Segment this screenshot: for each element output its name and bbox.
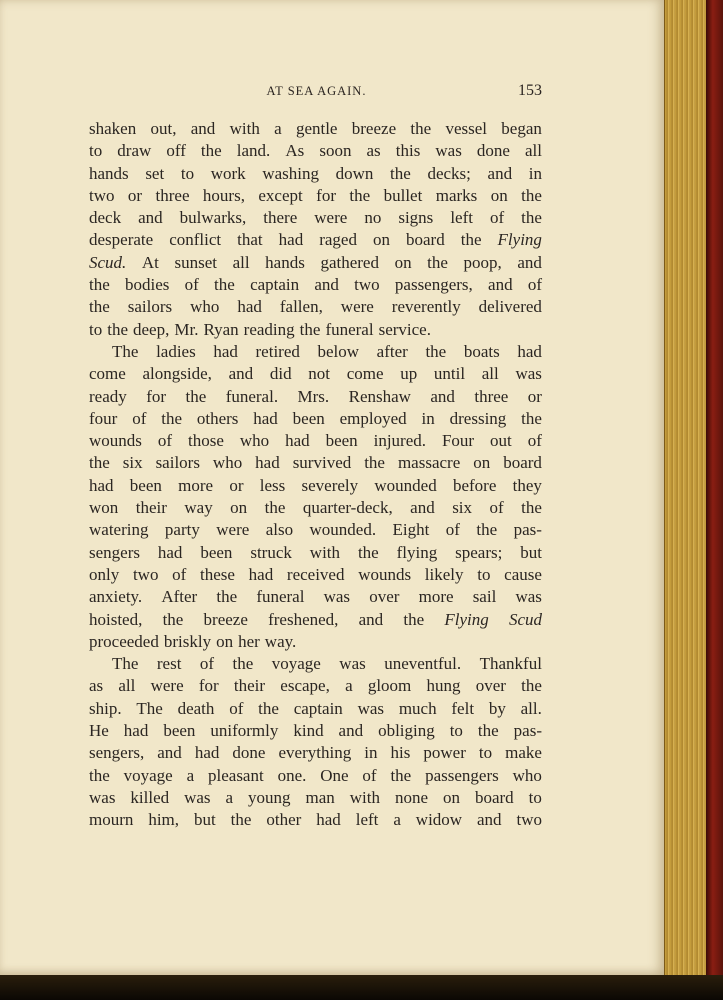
text-line: desperate conflict that had raged on board the Flying	[89, 230, 542, 250]
text-line: was killed was a young man with none on board to	[89, 787, 542, 807]
page-number: 153	[518, 82, 542, 99]
text-line: hoisted, the breeze freshened, and the Flying Scud	[89, 609, 542, 629]
page-header	[89, 82, 542, 104]
text-line: watering party were also wounded. Eight of the pas-	[89, 520, 542, 540]
text-line: the six sailors who had survived the massacre on board	[89, 453, 542, 473]
text-line: deck and bulwarks, there were no signs left of the	[89, 208, 542, 228]
text-line: mourn him, but the other had left a widow and two	[89, 810, 542, 830]
running-head: AT SEA AGAIN.	[266, 84, 367, 98]
text-line: four of the others had been employed in dressing the	[89, 408, 542, 428]
page-edges	[664, 0, 707, 975]
text-line: to draw off the land. As soon as this was done all	[89, 141, 542, 161]
text-line: the voyage a pleasant one. One of the passengers who	[89, 765, 542, 785]
text-line: anxiety. After the funeral was over more sail was	[89, 587, 542, 607]
text-line: ready for the funeral. Mrs. Renshaw and three or	[89, 386, 542, 406]
text-line: He had been uniformly kind and obliging to the pas-	[89, 721, 542, 741]
text-line: the bodies of the captain and two passengers, and of	[89, 275, 542, 295]
text-line: won their way on the quarter-deck, and six of the	[89, 498, 542, 518]
text-line: sengers had been struck with the flying spears; but	[89, 542, 542, 562]
scan-bottom-edge	[0, 975, 723, 1000]
text-line: Scud. At sunset all hands gathered on the poop, and	[89, 252, 542, 272]
text-line: as all were for their escape, a gloom hung over the	[89, 676, 542, 696]
text-line: shaken out, and with a gentle breeze the vessel began	[89, 119, 542, 138]
text-line: two or three hours, except for the bullet marks on the	[89, 185, 542, 205]
book-cover-edge	[706, 0, 723, 975]
text-line: ship. The death of the captain was much felt by all.	[89, 698, 542, 718]
text-line: the sailors who had fallen, were reverently delivered	[89, 297, 542, 317]
text-line: proceeded briskly on her way.	[89, 631, 297, 651]
text-line: hands set to work washing down the decks; and in	[89, 163, 542, 183]
body-text	[89, 118, 542, 832]
text-line: only two of these had received wounds likely to cause	[89, 564, 542, 584]
text-line: The rest of the voyage was uneventful. Thankful	[112, 654, 542, 674]
text-line: wounds of those who had been injured. Four out of	[89, 431, 542, 451]
text-line: come alongside, and did not come up until all was	[89, 364, 542, 384]
text-line: to the deep, Mr. Ryan reading the funeral service.	[89, 319, 431, 339]
text-line: had been more or less severely wounded before they	[89, 475, 542, 495]
text-line: The ladies had retired below after the boats had	[112, 341, 542, 361]
text-line: sengers, and had done everything in his power to make	[89, 743, 542, 763]
